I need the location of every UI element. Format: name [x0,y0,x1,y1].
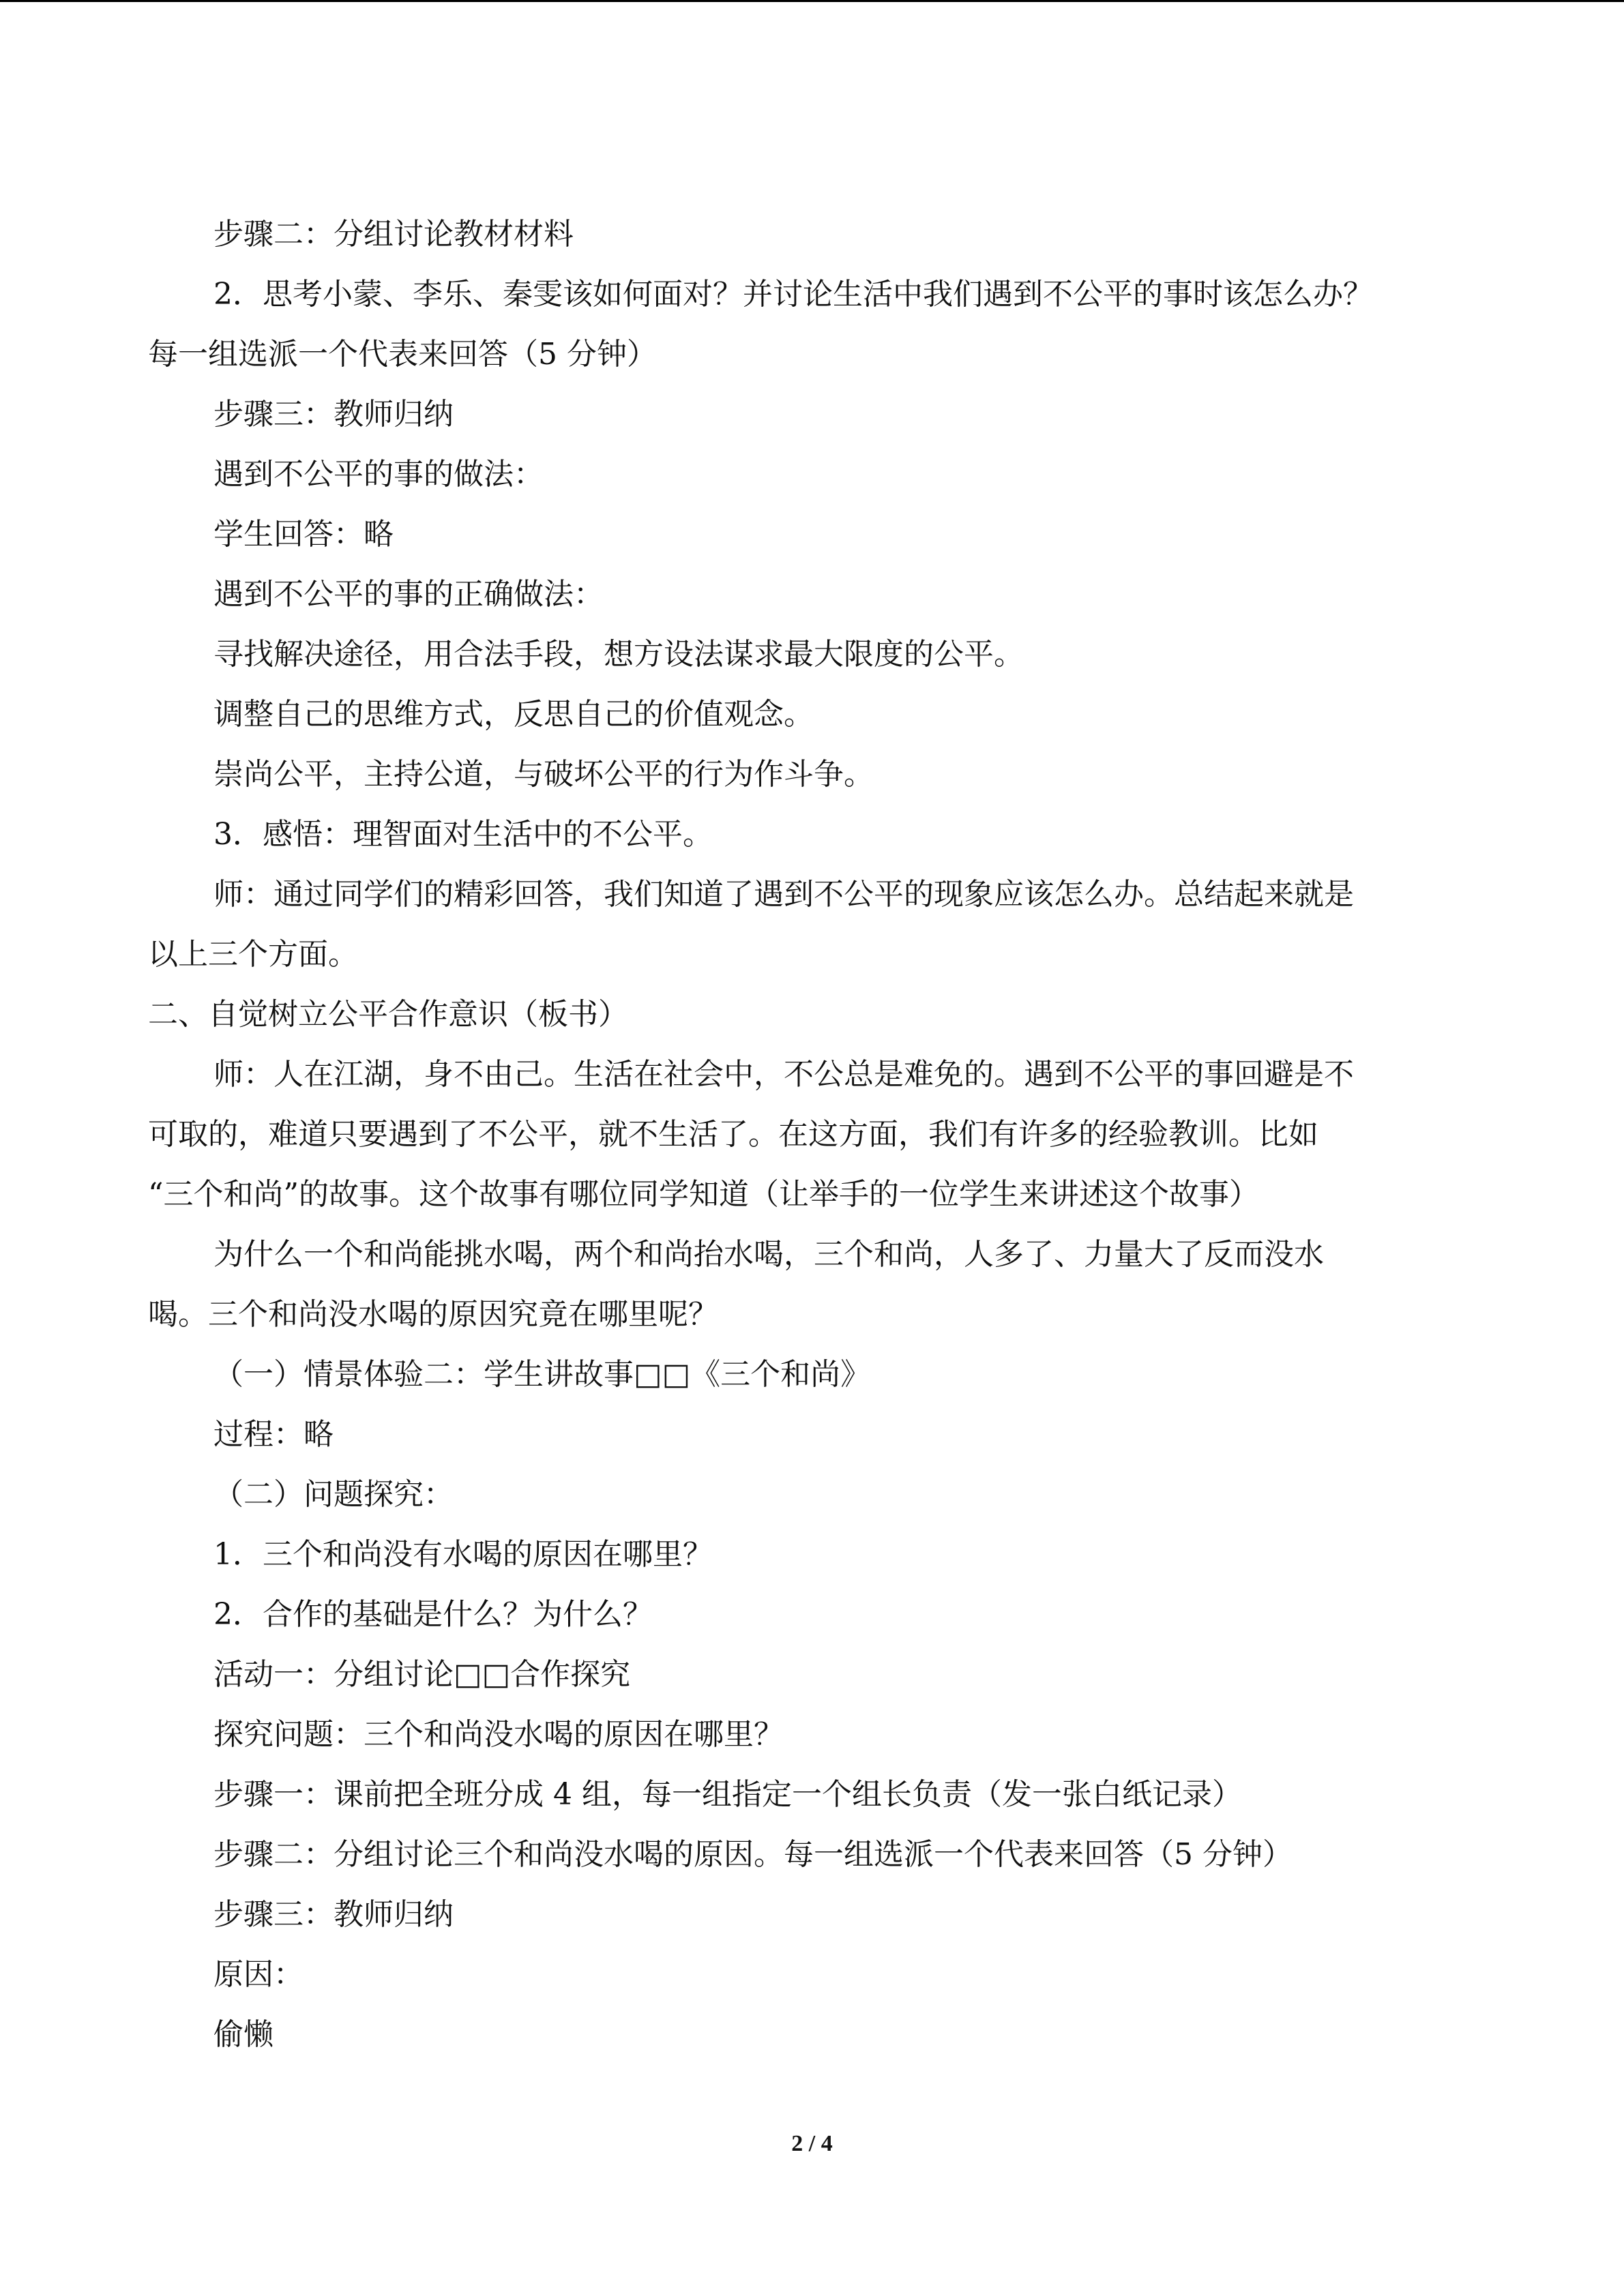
text-line-teacher-intro-cont2: “三个和尚”的故事。这个故事有哪位同学知道（让举手的一位学生来讲述这个故事） [148,1177,1259,1212]
text-line-method-1: 寻找解决途径，用合法手段，想方设法谋求最大限度的公平。 [213,637,1024,672]
text-line-step2: 步骤二：分组讨论教材材料 [213,217,574,252]
text-line-teacher-intro-cont1: 可取的，难道只要遇到了不公平，就不生活了。在这方面，我们有许多的经验教训。比如 [148,1117,1318,1152]
text-line-teacher-summary-cont: 以上三个方面。 [148,937,358,972]
text-line-monk-question-cont: 喝。三个和尚没水喝的原因究竟在哪里呢？ [148,1297,718,1332]
text-line-step3-summary: 步骤三：教师归纳 [213,1897,454,1932]
text-line-activity-1: 活动一：分组讨论□□合作探究 [213,1657,631,1692]
text-line-step1: 步骤一：课前把全班分成 4 组，每一组指定一个组长负责（发一张白纸记录） [213,1777,1242,1812]
text-line-step3: 步骤三：教师归纳 [213,397,454,432]
text-line-explore-question: 探究问题：三个和尚没水喝的原因在哪里？ [213,1717,784,1752]
subheading-inquiry: （二）问题探究： [213,1477,454,1512]
text-line-student-answer: 学生回答：略 [213,517,394,552]
text-line-method-3: 崇尚公平，主持公道，与破坏公平的行为作斗争。 [213,757,874,792]
page-number: 2 / 4 [791,2131,833,2156]
top-border-line [0,0,1624,2]
text-line-reflection: 3．感悟：理智面对生活中的不公平。 [213,817,713,852]
text-line-reasons: 原因： [213,1957,304,1992]
text-line-process: 过程：略 [213,1417,334,1452]
text-line-monk-question: 为什么一个和尚能挑水喝，两个和尚抬水喝，三个和尚，人多了、力量大了反而没水 [213,1237,1324,1272]
text-line-method-2: 调整自己的思维方式，反思自己的价值观念。 [213,697,814,732]
text-line-teacher-summary: 师：通过同学们的精彩回答，我们知道了遇到不公平的现象应该怎么办。总结起来就是 [213,877,1354,912]
text-line-step2-discuss: 步骤二：分组讨论三个和尚没水喝的原因。每一组选派一个代表来回答（5 分钟） [213,1837,1293,1872]
text-line-inquiry-1: 1．三个和尚没有水喝的原因在哪里？ [213,1537,713,1572]
text-line-inquiry-2: 2．合作的基础是什么？为什么？ [213,1597,653,1632]
document-body [148,205,1464,2065]
text-line-correct-methods: 遇到不公平的事的正确做法： [213,577,604,612]
text-line-teacher-intro: 师：人在江湖，身不由己。生活在社会中，不公总是难免的。遇到不公平的事回避是不 [213,1057,1354,1092]
text-line-lazy: 偷懒 [213,2017,274,2052]
subheading-scenario-2: （一）情景体验二：学生讲故事□□《三个和尚》 [213,1357,871,1392]
text-line-question2-cont: 每一组选派一个代表来回答（5 分钟） [148,337,657,372]
section-heading-cooperation: 二、自觉树立公平合作意识（板书） [148,997,628,1032]
text-line-question2: 2．思考小蒙、李乐、秦雯该如何面对？并讨论生活中我们遇到不公平的事时该怎么办？ [213,277,1373,312]
text-line-unfair-methods: 遇到不公平的事的做法： [213,457,544,492]
